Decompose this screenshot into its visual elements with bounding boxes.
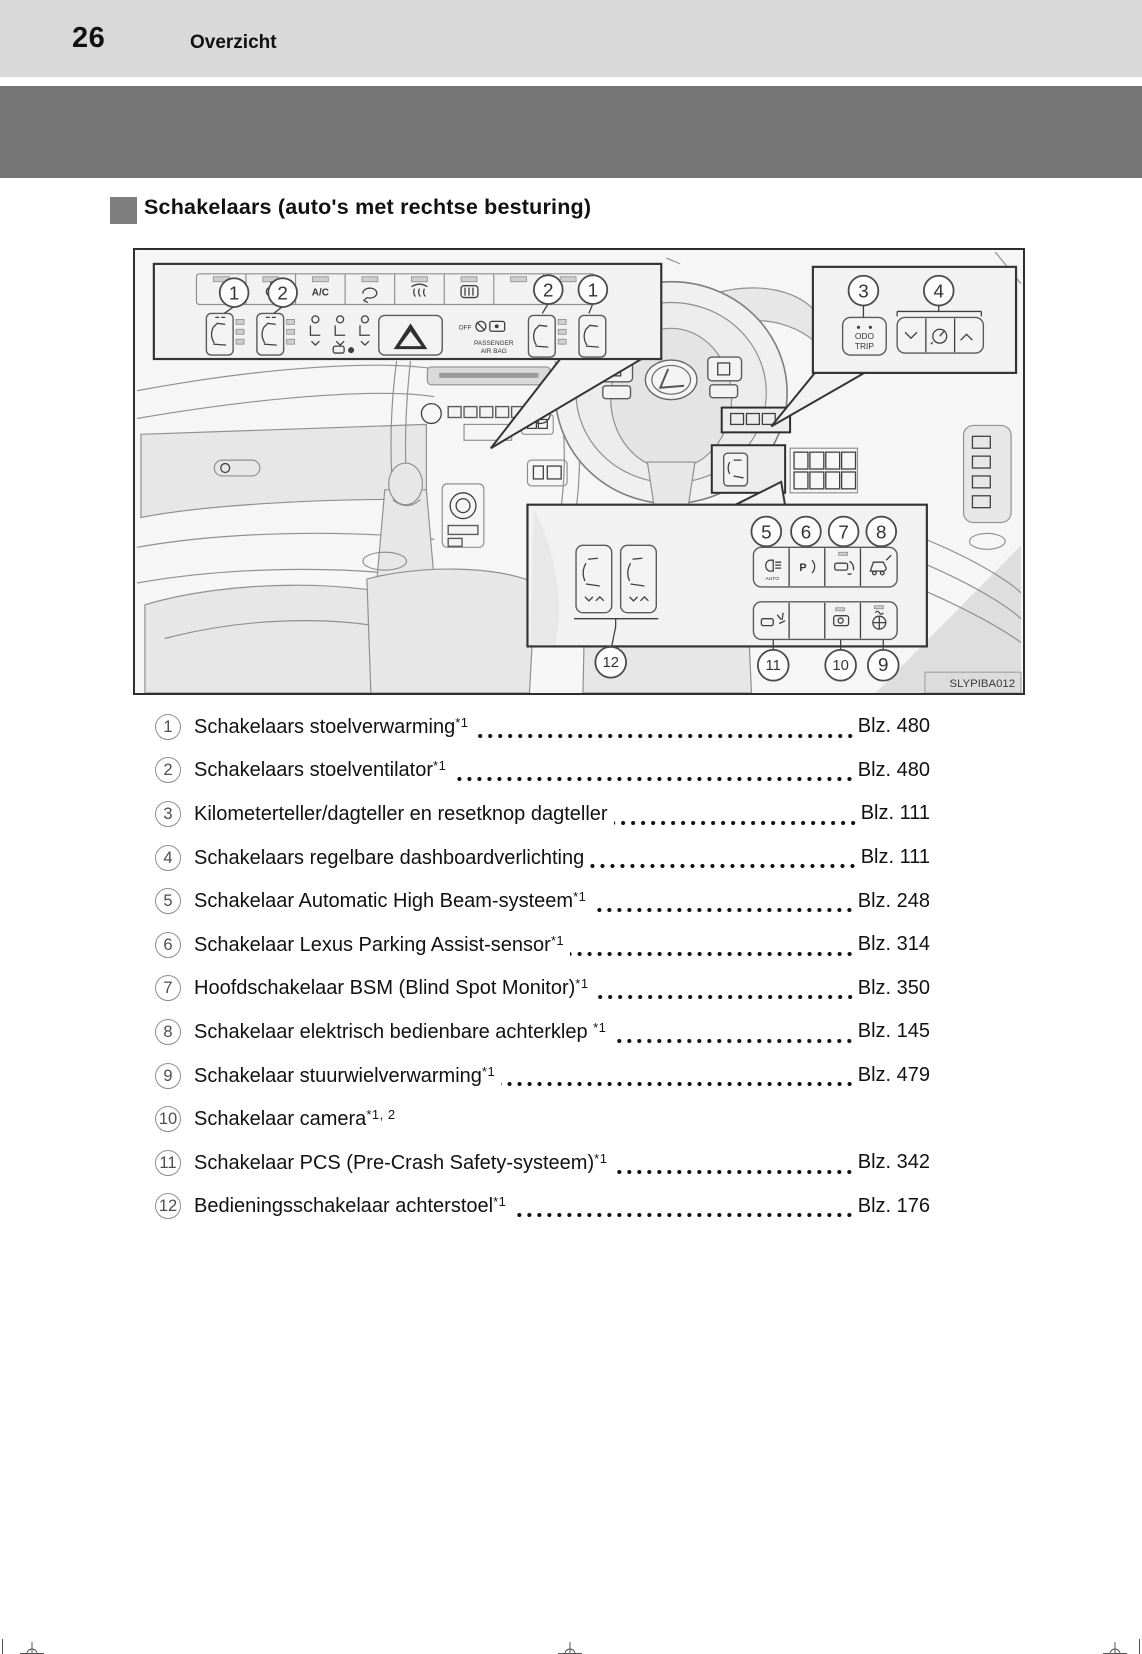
footnote-marker: *1, 2 [366,1107,396,1123]
svg-text:1: 1 [587,279,599,301]
svg-text:4: 4 [933,280,944,302]
page-reference: Blz. 314 [857,933,930,956]
svg-text:AIR BAG: AIR BAG [480,348,507,356]
svg-text:3: 3 [858,280,869,302]
crop-mark-left [20,1642,44,1654]
svg-text:6: 6 [800,521,812,543]
svg-text:PASSENGER: PASSENGER [473,340,514,348]
list-item [0,836,1142,880]
svg-text:AUTO: AUTO [765,577,780,583]
svg-text:1: 1 [228,282,240,304]
item-label: Bedieningsschakelaar achterstoel [194,1195,494,1218]
item-number-badge: 12 [155,1193,181,1219]
page-reference: Blz. 111 [860,802,930,825]
item-number-badge: 7 [155,975,181,1001]
callout-8 [866,517,896,547]
item-label: Hoofdschakelaar BSM (Blind Spot Monitor) [194,977,576,1000]
dot-leader [501,1080,855,1088]
page-reference: Blz. 480 [857,715,930,738]
page-reference: Blz. 480 [857,758,930,781]
page-reference: Blz. 479 [857,1064,930,1087]
seat-heater-switch-right [579,315,606,357]
item-number-badge: 2 [155,757,181,783]
window-switch-panel [964,425,1012,522]
svg-text:TRIP: TRIP [854,341,875,352]
section-heading [110,195,591,224]
crop-edge-tick-right [1139,1639,1140,1654]
footnote-marker: *1 [550,932,565,948]
callout-10 [825,650,856,681]
list-item [0,1185,1142,1229]
list-item [0,1097,1142,1141]
list-item [0,967,1142,1011]
item-label: Schakelaar Automatic High Beam-systeem [194,890,574,913]
item-number-badge: 5 [155,888,181,914]
crop-mark-center [558,1642,582,1654]
list-item [0,705,1142,749]
page-number: 26 [72,22,106,54]
lower-switches-callout-box [527,482,926,650]
legend-list [0,705,1142,1228]
chapter-title: Overzicht [190,32,277,53]
dot-leader [612,1037,854,1045]
callout-3 [849,276,879,306]
callout-2-right [534,275,563,304]
hazard-warning-switch [379,315,442,355]
seat-heater-switch-left [206,313,233,355]
svg-text:8: 8 [876,521,887,543]
instrument-dimmer-buttons [897,317,983,353]
callout-9 [868,650,899,681]
item-label: Schakelaars stoelventilator [194,759,434,782]
list-item [0,879,1142,923]
svg-text:A/C: A/C [311,287,329,299]
callout-1-left [220,278,249,307]
list-item [0,792,1142,836]
svg-text:SLYPIBA012: SLYPIBA012 [949,678,1016,691]
page-header-bar [0,0,1142,77]
dot-leader [595,993,855,1001]
svg-text:12: 12 [602,655,619,672]
page-reference: Blz. 111 [860,846,930,869]
item-label: Schakelaar elektrisch bedienbare achterklep [194,1020,594,1043]
dot-leader [570,950,855,958]
item-label: Kilometerteller/dagteller en resetknop dagteller [194,802,608,825]
callout-11 [758,650,789,681]
svg-text:7: 7 [838,521,849,543]
item-label: Schakelaar stuurwielverwarming [194,1064,482,1087]
item-number-badge: 10 [155,1106,181,1132]
item-number-badge: 6 [155,932,181,958]
svg-text:ODO: ODO [854,331,875,342]
list-item [0,749,1142,793]
page-reference: Blz. 248 [857,889,930,912]
item-number-badge: 3 [155,801,181,827]
dot-leader [590,862,857,870]
dot-leader [592,906,854,914]
dot-leader [475,732,855,740]
page-reference: Blz. 342 [857,1151,930,1174]
svg-text:5: 5 [761,521,772,543]
svg-text:10: 10 [832,658,849,675]
figure-code [925,672,1021,693]
footnote-marker: *1 [433,758,447,774]
dot-leader [512,1211,854,1219]
footnote-marker: *1 [593,1019,607,1035]
item-number-badge: 11 [155,1150,181,1176]
dot-leader [452,775,854,783]
item-number-badge: 1 [155,714,181,740]
chapter-banner [0,86,1142,178]
dot-leader [613,1168,854,1176]
item-label: Schakelaar PCS (Pre-Crash Safety-systeem) [194,1151,595,1174]
odo-trip-button [843,317,887,355]
item-label: Schakelaars stoelverwarming [194,715,456,738]
dot-leader [614,819,858,827]
ac-button [312,288,329,299]
list-item [0,1141,1142,1185]
item-number-badge: 8 [155,1019,181,1045]
callout-6 [791,517,821,547]
list-item [0,1010,1142,1054]
item-label: Schakelaars regelbare dashboardverlichting [194,846,585,869]
section-bullet-square [110,197,137,224]
svg-text:2: 2 [277,282,288,304]
footnote-marker: *1 [481,1063,496,1079]
list-item [0,1054,1142,1098]
list-item [0,923,1142,967]
footnote-marker: *1 [575,976,589,992]
item-number-badge: 4 [155,845,181,871]
dashboard-illustration [133,248,1025,695]
svg-text:11: 11 [765,658,781,675]
item-label: Schakelaar Lexus Parking Assist-sensor [194,933,551,956]
dot-leader [402,1124,927,1132]
dashboard-illustration-svg [135,250,1023,693]
item-number-badge: 9 [155,1063,181,1089]
callout-12 [595,647,626,678]
page-reference: Blz. 176 [857,1194,930,1217]
svg-text:OFF: OFF [458,324,472,332]
svg-text:2: 2 [543,279,554,301]
footnote-marker: *1 [594,1150,608,1166]
section-heading-text: Schakelaars (auto's met rechtse besturing) [144,195,592,219]
callout-5 [751,517,781,547]
seat-ventilator-switch-right [528,315,555,357]
footnote-marker: *1 [455,714,469,730]
callout-4 [924,276,954,306]
page-reference: Blz. 145 [857,1020,930,1043]
callout-2-left [268,278,297,307]
footnote-marker: *1 [493,1194,507,1210]
svg-text:P: P [799,562,807,575]
crop-mark-right [1103,1642,1127,1654]
footnote-marker: *1 [573,889,587,905]
lexus-emblem [645,360,697,400]
item-label: Schakelaar camera [194,1108,367,1131]
callout-1-right [579,275,608,304]
crop-edge-tick-left [2,1639,3,1654]
page-reference: Blz. 350 [857,976,930,999]
callout-7 [829,517,859,547]
seat-ventilator-switch-left [257,313,284,355]
svg-text:9: 9 [878,654,889,676]
